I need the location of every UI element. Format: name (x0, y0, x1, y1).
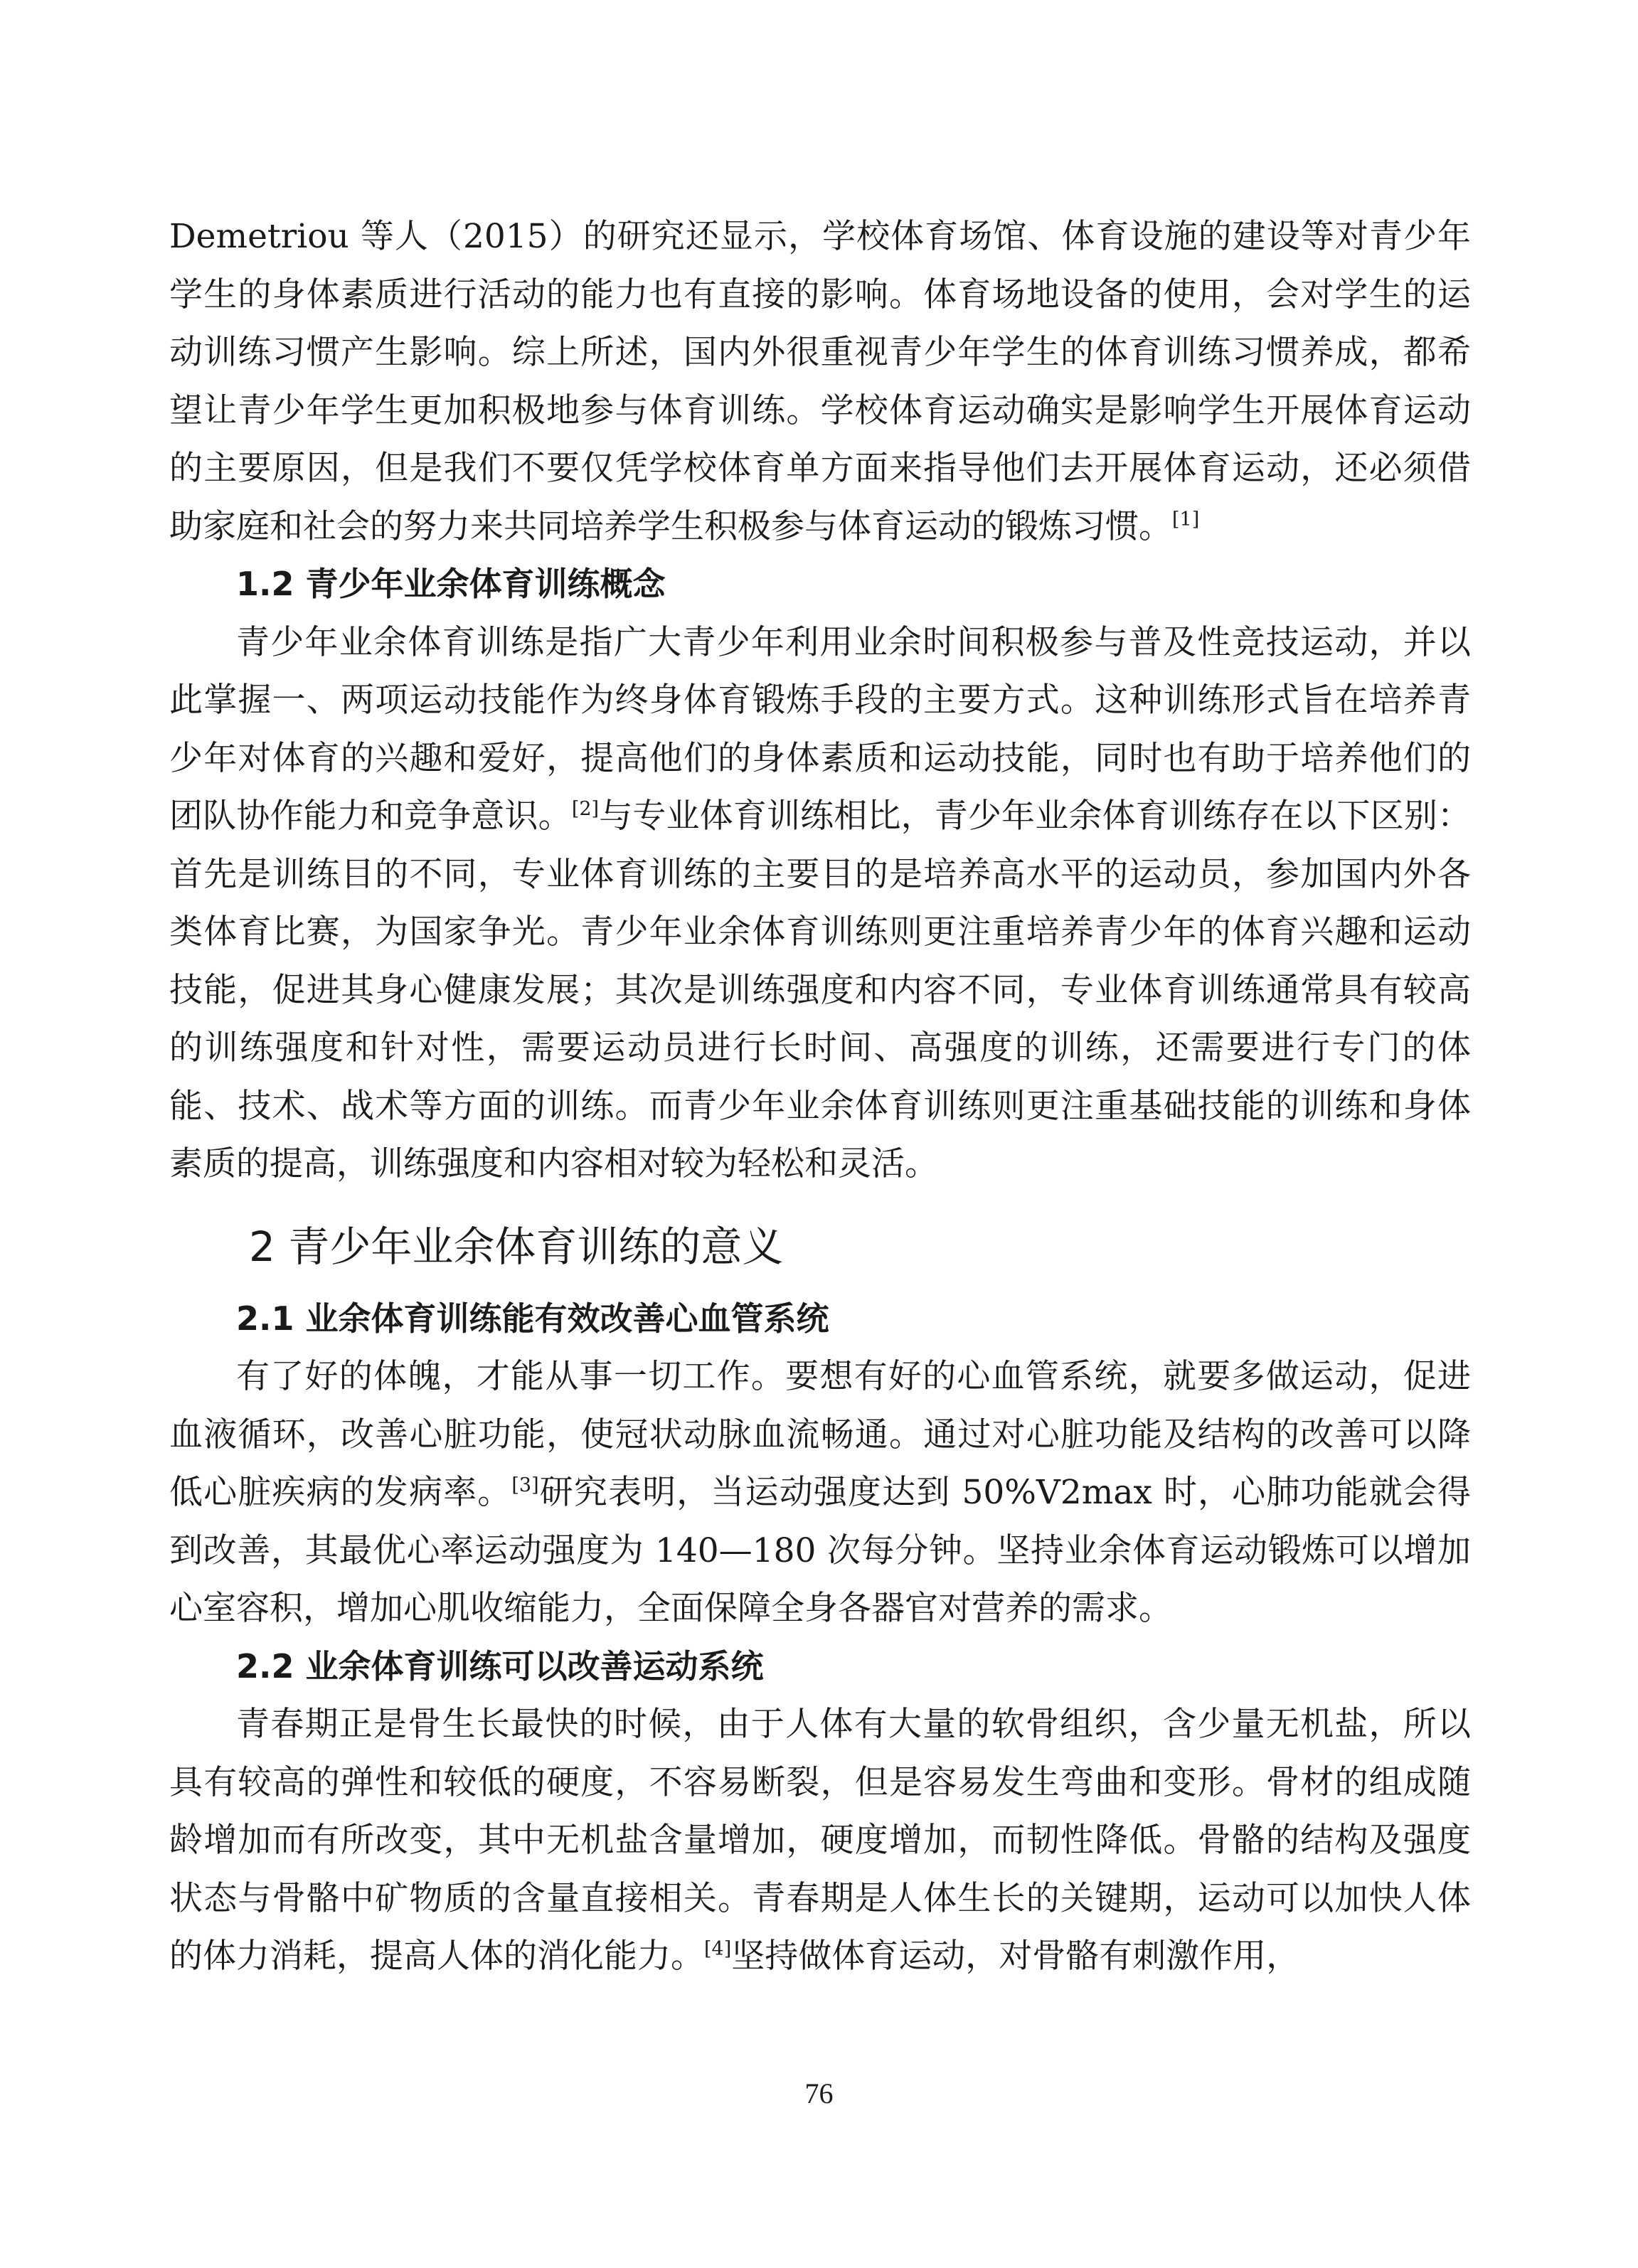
page-body (169, 208, 1471, 1986)
body-paragraph (169, 614, 1471, 1193)
section-heading: 2 青少年业余体育训练的意义 (249, 1222, 784, 1271)
citation-marker: [4] (704, 1938, 732, 1960)
subsection-heading: 2.1 业余体育训练能有效改善心血管系统 (236, 1299, 829, 1338)
paragraph-text: 坚持做体育运动，对骨骼有刺激作用， (731, 1937, 1300, 1976)
subsection-heading: 2.2 业余体育训练可以改善运动系统 (236, 1646, 764, 1686)
paragraph-text: Demetriou 等人（2015）的研究还显示，学校体育场馆、体育设施的建设等对青少年学生的身体素质进行活动的能力也有直接的影响。体育场地设备的使用，会对学生的运动训练习惯产生影响。综上所述，国内外很重视青少年学生的体育训练习惯养成，都希望让青少年学生更加积极地参与体育训练。学校体育运动确实是影响学生开展体育运动的主要原因，但是我们不要仅凭学校体育单方面来指导他们去开展体育运动，还必须借助家庭和社会的努力来共同培养学生积极参与体育运动的锻炼习惯。 (169, 217, 1471, 546)
page-number: 76 (804, 2077, 834, 2109)
paragraph-text: 有了好的体魄，才能从事一切工作。要想有好的心血管系统，就要多做运动，促进血液循环，改善心脏功能，使冠状动脉血流畅通。通过对心脏功能及结构的改善可以降低心脏疾病的发病率。 (169, 1357, 1471, 1512)
paragraph-text: 青春期正是骨生长最快的时候，由于人体有大量的软骨组织，含少量无机盐，所以具有较高的弹性和较低的硬度，不容易断裂，但是容易发生弯曲和变形。骨材的组成随龄增加而有所改变，其中无机盐含量增加，硬度增加，而韧性降低。骨骼的结构及强度状态与骨骼中矿物质的含量直接相关。青春期是人体生长的关键期，运动可以加快人体的体力消耗，提高人体的消化能力。 (169, 1705, 1471, 1976)
paragraph-text: 研究表明，当运动强度达到 50%V2max 时，心肺功能就会得到改善，其最优心率运动强度为 140—180 次每分钟。坚持业余体育运动锻炼可以增加心室容积，增加心肌收缩能力，全面保障全身各器官对营养的需求。 (169, 1473, 1471, 1628)
paragraph-text: 青少年业余体育训练是指广大青少年利用业余时间积极参与普及性竞技运动，并以此掌握一、两项运动技能作为终身体育锻炼手段的主要方式。这种训练形式旨在培养青少年对体育的兴趣和爱好，提高他们的身体素质和运动技能，同时也有助于培养他们的团队协作能力和竞争意识。 (169, 622, 1471, 836)
body-paragraph (169, 1695, 1471, 1986)
subsection-heading: 1.2 青少年业余体育训练概念 (236, 565, 666, 603)
citation-marker: [2] (571, 798, 600, 820)
body-paragraph (169, 1348, 1471, 1638)
paragraph-text: 与专业体育训练相比，青少年业余体育训练存在以下区别：首先是训练目的不同，专业体育训练的主要目的是培养高水平的运动员，参加国内外各类体育比赛，为国家争光。青少年业余体育训练则更注重培养青少年的体育兴趣和运动技能，促进其身心健康发展；其次是训练强度和内容不同，专业体育训练通常具有较高的训练强度和针对性，需要运动员进行长时间、高强度的训练，还需要进行专门的体能、技术、战术等方面的训练。而青少年业余体育训练则更注重基础技能的训练和身体素质的提高，训练强度和内容相对较为轻松和灵活。 (169, 797, 1472, 1183)
citation-marker: [3] (511, 1474, 539, 1496)
body-paragraph (169, 208, 1471, 555)
citation-marker: [1] (1172, 508, 1200, 531)
